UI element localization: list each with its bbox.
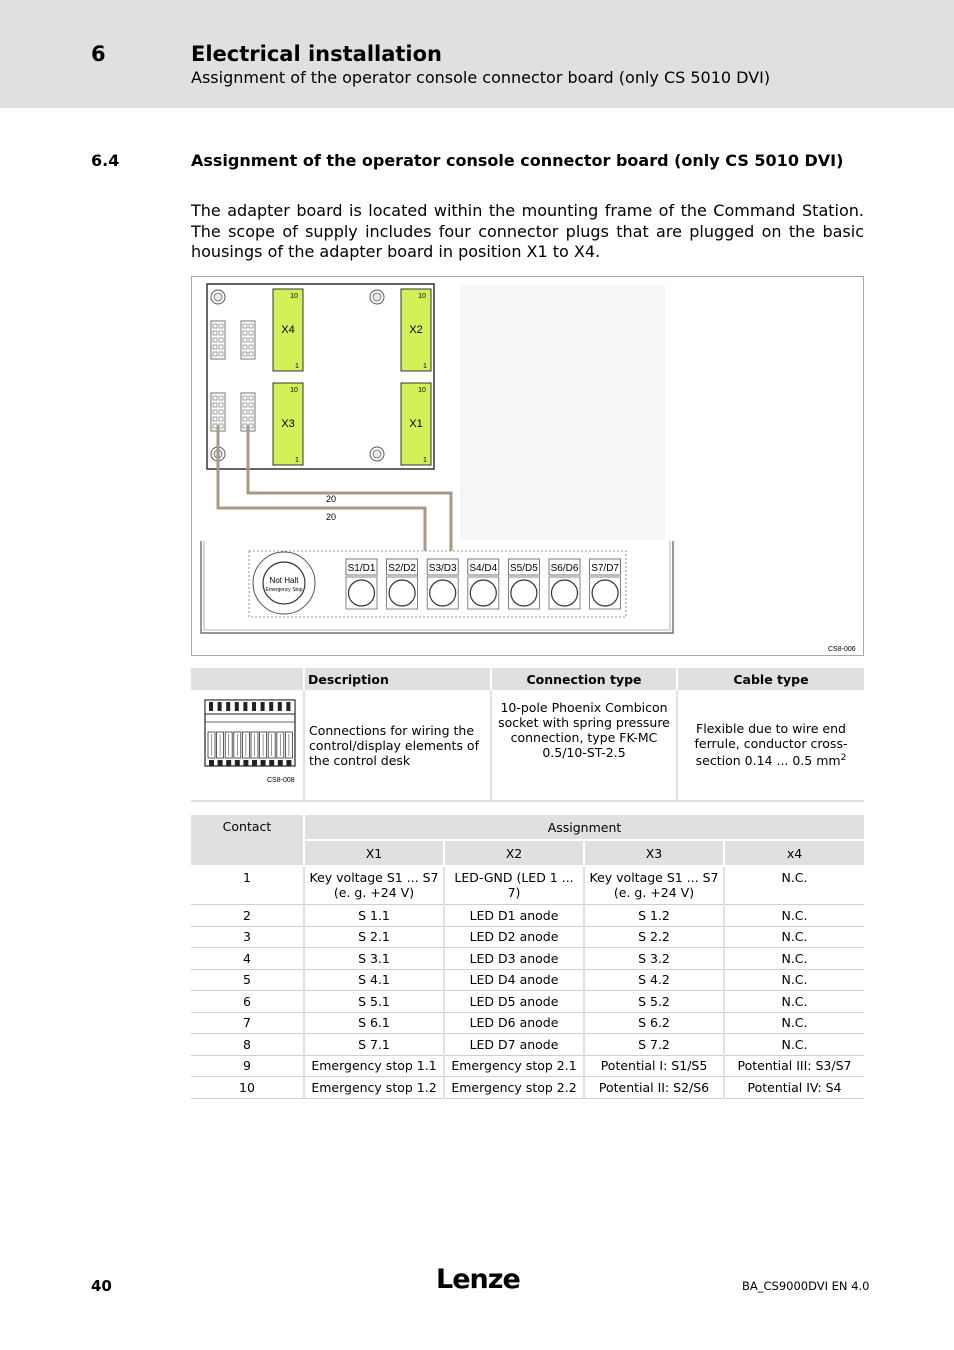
connector-x1	[401, 383, 431, 465]
header-description: Description	[304, 668, 491, 690]
chapter-number: 6	[91, 42, 106, 66]
cell-contact: 2	[191, 905, 304, 927]
cell-x2: LED D3 anode	[444, 948, 584, 970]
cell-contact: 3	[191, 926, 304, 948]
connector-label: X3	[281, 418, 295, 430]
estop-sublabel: Emergency Stop	[265, 587, 303, 593]
cell-x3: Potential I: S1/S5	[584, 1055, 724, 1077]
cell-x3: S 1.2	[584, 905, 724, 927]
mounting-hole	[370, 447, 384, 461]
table-row	[191, 926, 864, 948]
button-label: S3/D3	[428, 563, 457, 574]
cell-x1: S 3.1	[304, 948, 444, 970]
cell-x1: S 2.1	[304, 926, 444, 948]
connection-type-text: 10-pole Phoenix Combicon socket with spring pressure connection, type FK-MC 0.5/10-ST-2.5	[498, 700, 670, 760]
button-label: S5/D5	[510, 563, 538, 574]
pin-number-high: 10	[290, 293, 298, 300]
cell-contact: 1	[191, 866, 304, 905]
push-button-1	[346, 559, 377, 609]
header-x3: X3	[584, 840, 724, 866]
cell-x3: S 3.2	[584, 948, 724, 970]
cell-x2: LED D2 anode	[444, 926, 584, 948]
figure-id: CS8-006	[828, 646, 856, 653]
connector-label: X1	[409, 418, 423, 430]
description-cell	[304, 690, 491, 801]
cell-x3: S 2.2	[584, 926, 724, 948]
cell-x2: Emergency stop 2.1	[444, 1055, 584, 1077]
connection-table	[191, 668, 864, 802]
cell-x4: N.C.	[724, 1034, 864, 1056]
cell-x2: LED D6 anode	[444, 1012, 584, 1034]
cell-x2: LED D1 anode	[444, 905, 584, 927]
pin-number-low: 1	[295, 363, 299, 370]
button-label: S1/D1	[347, 563, 376, 574]
section-number: 6.4	[91, 151, 120, 170]
cell-x3: Potential II: S2/S6	[584, 1077, 724, 1099]
cell-x1: S 1.1	[304, 905, 444, 927]
cell-x1: Emergency stop 1.1	[304, 1055, 444, 1077]
cell-x2: Emergency stop 2.2	[444, 1077, 584, 1099]
push-buttons	[346, 559, 621, 609]
cell-contact: 9	[191, 1055, 304, 1077]
cell-x4: N.C.	[724, 991, 864, 1013]
cell-x4: N.C.	[724, 969, 864, 991]
intro-paragraph: The adapter board is located within the mounting frame of the Command Station. The scope of supply includes four connector plugs that are plugged on the basic housings of the adapter board in position X1 to X4.	[191, 201, 864, 261]
table-row	[191, 1034, 864, 1056]
connector-board-figure	[191, 276, 864, 656]
table-row	[191, 1012, 864, 1034]
header-x4: x4	[724, 840, 864, 866]
estop-label: Not Halt	[269, 576, 299, 585]
cell-x2: LED-GND (LED 1 ... 7)	[444, 866, 584, 905]
cell-x3: S 7.2	[584, 1034, 724, 1056]
description-text: Connections for wiring the control/display elements of the control desk	[309, 722, 479, 768]
pin-number-low: 1	[423, 457, 427, 464]
pin-header	[241, 321, 255, 359]
header-cable-type: Cable type	[677, 668, 864, 690]
header-blank	[191, 668, 304, 690]
connector-x4	[273, 289, 303, 371]
cell-x3: S 6.2	[584, 1012, 724, 1034]
connector-board-drawing	[192, 277, 863, 655]
cell-contact: 10	[191, 1077, 304, 1099]
cell-x3: Key voltage S1 ... S7 (e. g. +24 V)	[584, 866, 724, 905]
connector-x2	[401, 289, 431, 371]
plug-image-cell	[191, 690, 304, 801]
push-button-4	[468, 559, 499, 609]
cell-x4: N.C.	[724, 926, 864, 948]
pin-number-high: 10	[418, 387, 426, 394]
cell-x2: LED D4 anode	[444, 969, 584, 991]
section-title: Assignment of the operator console connector board (only CS 5010 DVI)	[191, 151, 844, 170]
cell-x2: LED D7 anode	[444, 1034, 584, 1056]
cell-x3: S 4.2	[584, 969, 724, 991]
header-x1: X1	[304, 840, 444, 866]
table-row	[191, 991, 864, 1013]
button-label: S6/D6	[550, 563, 579, 574]
header-assignment: Assignment	[304, 815, 864, 840]
cell-x1: S 4.1	[304, 969, 444, 991]
push-button-5	[508, 559, 539, 609]
cell-contact: 4	[191, 948, 304, 970]
cable-type-superscript: 2	[840, 753, 847, 764]
page-number: 40	[91, 1277, 112, 1295]
pin-header	[211, 321, 225, 359]
cable-type-cell	[677, 690, 864, 801]
cell-contact: 8	[191, 1034, 304, 1056]
push-button-7	[590, 559, 621, 609]
cell-x4: N.C.	[724, 866, 864, 905]
header-contact: Contact	[191, 815, 304, 866]
cell-x1: S 5.1	[304, 991, 444, 1013]
pin-number-low: 1	[423, 363, 427, 370]
page-header	[0, 0, 954, 108]
table-row	[191, 905, 864, 927]
header-connection-type: Connection type	[491, 668, 677, 690]
cable-label-1: 20	[326, 494, 337, 504]
pin-number-high: 10	[290, 387, 298, 394]
plug-figure-id: CS8-008	[267, 777, 295, 784]
chapter-subtitle: Assignment of the operator console connector board (only CS 5010 DVI)	[191, 68, 771, 87]
cell-x1: Emergency stop 1.2	[304, 1077, 444, 1099]
document-id: BA_CS9000DVI EN 4.0	[742, 1279, 870, 1293]
plug-connector-image	[191, 690, 301, 786]
assignment-rows	[191, 866, 864, 1098]
cell-x3: S 5.2	[584, 991, 724, 1013]
button-label: S2/D2	[388, 563, 416, 574]
table-row	[191, 969, 864, 991]
cable-type-text: Flexible due to wire end ferrule, conductor cross-section 0.14 ... 0.5 mm	[694, 721, 848, 769]
push-button-6	[549, 559, 580, 609]
cell-contact: 6	[191, 991, 304, 1013]
chapter-title: Electrical installation	[191, 42, 442, 66]
pin-number-high: 10	[418, 293, 426, 300]
lenze-logo: Lenze	[436, 1264, 520, 1295]
header-x2: X2	[444, 840, 584, 866]
button-label: S4/D4	[469, 563, 498, 574]
cell-x1: Key voltage S1 ... S7 (e. g. +24 V)	[304, 866, 444, 905]
table-row	[191, 948, 864, 970]
cell-x4: N.C.	[724, 905, 864, 927]
cable-label-2: 20	[326, 512, 337, 522]
table-row	[191, 1077, 864, 1099]
cell-contact: 5	[191, 969, 304, 991]
adapter-board	[207, 284, 434, 469]
mounting-hole	[370, 290, 384, 304]
connector-x3	[273, 383, 303, 465]
cell-x4: N.C.	[724, 948, 864, 970]
button-label: S7/D7	[591, 563, 619, 574]
connector-label: X2	[409, 324, 423, 336]
cell-x4: Potential III: S3/S7	[724, 1055, 864, 1077]
connection-type-cell	[491, 690, 677, 801]
background-panel	[460, 285, 665, 540]
cell-x2: LED D5 anode	[444, 991, 584, 1013]
cell-contact: 7	[191, 1012, 304, 1034]
cell-x1: S 7.1	[304, 1034, 444, 1056]
pin-number-low: 1	[295, 457, 299, 464]
cell-x1: S 6.1	[304, 1012, 444, 1034]
assignment-table	[191, 815, 864, 1099]
cell-x4: N.C.	[724, 1012, 864, 1034]
push-button-3	[427, 559, 458, 609]
connector-label: X4	[281, 324, 295, 336]
table-row	[191, 866, 864, 905]
push-button-2	[387, 559, 418, 609]
mounting-hole	[211, 290, 225, 304]
cell-x4: Potential IV: S4	[724, 1077, 864, 1099]
table-row	[191, 1055, 864, 1077]
